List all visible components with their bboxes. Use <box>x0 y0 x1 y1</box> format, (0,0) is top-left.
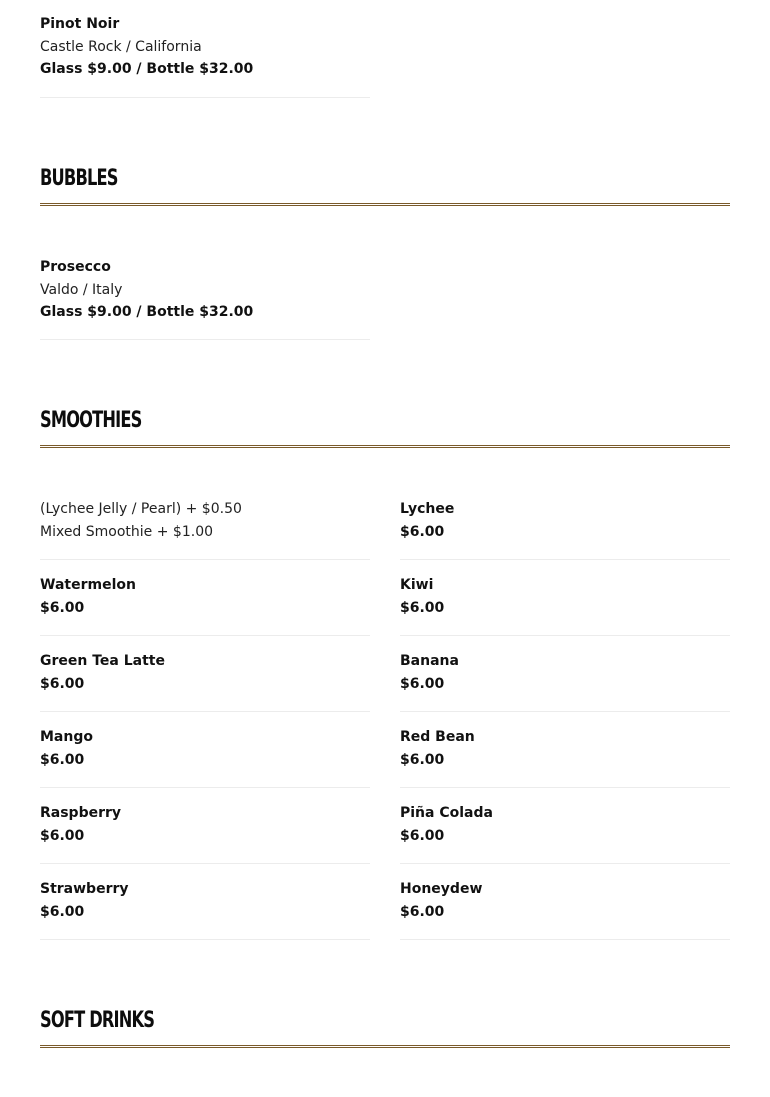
item-name: Red Bean <box>400 729 475 745</box>
section-title-soft-drinks: SOFT DRINKS <box>40 1008 155 1033</box>
item-divider <box>400 939 730 940</box>
addon-note-line: (Lychee Jelly / Pearl) + $0.50 <box>40 501 242 517</box>
item-origin: Valdo / Italy <box>40 281 123 298</box>
item-divider <box>40 939 370 940</box>
menu-item-pinot-noir <box>40 13 370 81</box>
section-rule <box>40 1045 730 1048</box>
item-name: Pinot Noir <box>40 16 120 32</box>
item-divider <box>400 787 730 788</box>
item-price: $6.00 <box>400 523 445 540</box>
item-price: Glass $9.00 / Bottle $32.00 <box>40 61 254 78</box>
item-name: Raspberry <box>40 805 122 821</box>
menu-item-raspberry <box>40 802 370 847</box>
item-name: Strawberry <box>40 881 129 897</box>
item-price: $6.00 <box>400 903 445 920</box>
item-name: Watermelon <box>40 577 136 593</box>
menu-item-kiwi <box>400 574 730 619</box>
section-title-smoothies: SMOOTHIES <box>40 408 142 433</box>
menu-item-pina-colada <box>400 802 730 847</box>
item-price: $6.00 <box>40 751 85 768</box>
item-name: Mango <box>40 729 93 745</box>
addon-note-line: Mixed Smoothie + $1.00 <box>40 523 214 540</box>
item-price: $6.00 <box>40 599 85 616</box>
item-name: Honeydew <box>400 881 483 897</box>
menu-item-lychee <box>400 498 730 543</box>
item-divider <box>40 339 370 340</box>
item-divider <box>400 711 730 712</box>
item-name: Lychee <box>400 501 455 517</box>
item-price: $6.00 <box>40 675 85 692</box>
menu-item-red-bean <box>400 726 730 771</box>
smoothie-addon-note <box>40 498 370 543</box>
menu-item-mango <box>40 726 370 771</box>
item-divider <box>40 711 370 712</box>
item-divider <box>400 863 730 864</box>
item-name: Piña Colada <box>400 805 493 821</box>
item-price: $6.00 <box>400 599 445 616</box>
item-price: $6.00 <box>40 827 85 844</box>
menu-item-prosecco <box>40 256 370 324</box>
section-rule <box>40 445 730 448</box>
menu-item-green-tea-latte <box>40 650 370 695</box>
menu-item-watermelon <box>40 574 370 619</box>
item-name: Green Tea Latte <box>40 653 165 669</box>
item-price: $6.00 <box>40 903 85 920</box>
item-name: Banana <box>400 653 459 669</box>
menu-item-honeydew <box>400 878 730 923</box>
section-title-bubbles: BUBBLES <box>40 166 118 191</box>
menu-item-strawberry <box>40 878 370 923</box>
item-divider <box>40 559 370 560</box>
menu-item-banana <box>400 650 730 695</box>
item-price: $6.00 <box>400 751 445 768</box>
item-divider <box>40 787 370 788</box>
item-divider <box>400 635 730 636</box>
item-name: Prosecco <box>40 259 111 275</box>
item-divider <box>400 559 730 560</box>
section-rule <box>40 203 730 206</box>
item-name: Kiwi <box>400 577 434 593</box>
item-divider <box>40 97 370 98</box>
item-divider <box>40 863 370 864</box>
item-price: $6.00 <box>400 827 445 844</box>
item-divider <box>40 635 370 636</box>
item-origin: Castle Rock / California <box>40 38 202 55</box>
item-price: $6.00 <box>400 675 445 692</box>
item-price: Glass $9.00 / Bottle $32.00 <box>40 304 254 321</box>
